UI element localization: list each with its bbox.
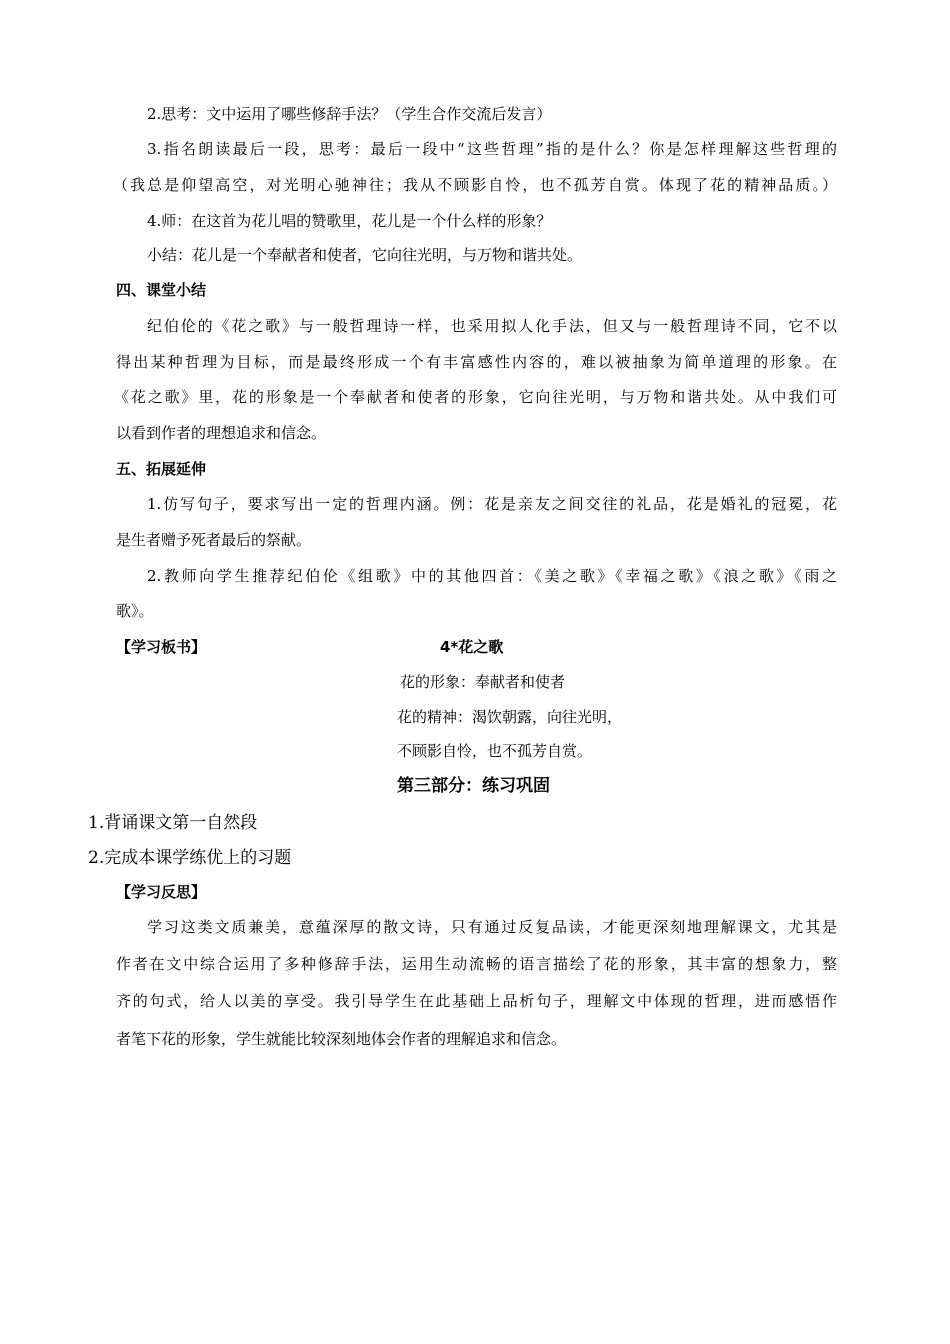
practice-item-2: 2.完成本课学练优上的习题 (88, 848, 292, 868)
reflection-label: 【学习反思】 (116, 883, 207, 901)
board-line: 不顾影自怜，也不孤芳自赏。 (397, 742, 593, 760)
board-title: 4*花之歌 (440, 638, 504, 656)
extension-item-1: 1.仿写句子，要求写出一定的哲理内涵。例：花是亲友之间交往的礼品，花是婚礼的冠冕，花 (147, 495, 837, 513)
board-label: 【学习板书】 (116, 638, 207, 656)
practice-item-1: 1.背诵课文第一自然段 (88, 813, 258, 833)
reflection-line: 者笔下花的形象，学生就能比较深刻地体会作者的理解追求和信念。 (116, 1030, 567, 1048)
question-2: 2.思考：文中运用了哪些修辞手法？（学生合作交流后发言） (147, 105, 552, 123)
summary-text: 小结：花儿是一个奉献者和使者，它向往光明，与万物和谐共处。 (147, 246, 583, 264)
board-line: 花的精神：渴饮朝露，向往光明， (397, 708, 623, 726)
extension-item-2-cont: 歌》。 (116, 602, 154, 620)
board-line: 花的形象：奉献者和使者 (400, 673, 566, 691)
part-3-heading: 第三部分：练习巩固 (397, 776, 550, 796)
reflection-line: 作者在文中综合运用了多种修辞手法，运用生动流畅的语言描绘了花的形象，其丰富的想象力，整 (116, 955, 837, 973)
summary-paragraph-line: 以看到作者的理想追求和信念。 (116, 424, 327, 442)
extension-item-2: 2.教师向学生推荐纪伯伦《组歌》中的其他四首：《美之歌》《幸福之歌》《浪之歌》《雨之 (147, 567, 837, 585)
question-3: 3.指名朗读最后一段，思考：最后一段中“这些哲理”指的是什么？你是怎样理解这些哲理的 (147, 140, 837, 158)
reflection-line: 学习这类文质兼美，意蕴深厚的散文诗，只有通过反复品读，才能更深刻地理解课文，尤其是 (147, 918, 837, 936)
summary-paragraph-line: 《花之歌》里，花的形象是一个奉献者和使者的形象，它向往光明，与万物和谐共处。从中我们可 (114, 388, 837, 406)
extension-item-1-cont: 是生者赠予死者最后的祭献。 (116, 531, 312, 549)
summary-paragraph-line: 纪伯伦的《花之歌》与一般哲理诗一样，也采用拟人化手法，但又与一般哲理诗不同，它不以 (147, 317, 837, 335)
section-heading-summary: 四、课堂小结 (116, 281, 207, 299)
reflection-line: 齐的句式，给人以美的享受。我引导学生在此基础上品析句子，理解文中体现的哲理，进而感悟作 (116, 992, 837, 1010)
question-3-answer: （我总是仰望高空，对光明心驰神往；我从不顾影自怜，也不孤芳自赏。体现了花的精神品质。） (113, 176, 837, 194)
question-4: 4.师：在这首为花儿唱的赞歌里，花儿是一个什么样的形象？ (147, 212, 552, 230)
summary-paragraph-line: 得出某种哲理为目标，而是最终形成一个有丰富感性内容的，难以被抽象为简单道理的形象。在 (116, 353, 837, 371)
section-heading-extension: 五、拓展延伸 (116, 460, 207, 478)
